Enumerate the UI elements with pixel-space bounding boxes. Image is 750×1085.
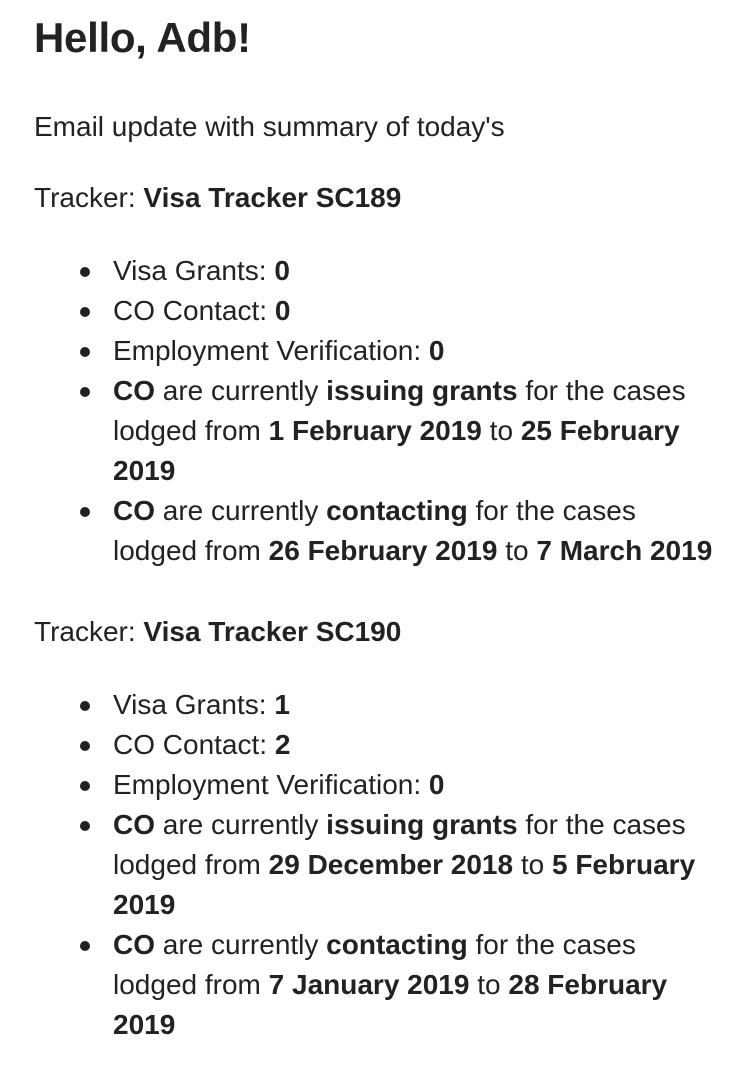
list-item-grants-range — [113, 805, 716, 925]
tracker-stats-list — [34, 685, 716, 1045]
tracker-stats-list — [34, 251, 716, 571]
text-fragment: are currently — [155, 495, 327, 526]
date-to: 5 February 2019 — [113, 849, 696, 920]
co-label: CO — [113, 809, 155, 840]
employment-value: 0 — [428, 769, 445, 800]
list-item-co-contact — [113, 291, 716, 331]
bullet-icon — [80, 741, 90, 751]
date-to: 25 February 2019 — [113, 415, 680, 486]
tracker-section — [34, 615, 716, 1045]
text-fragment: to — [497, 535, 537, 566]
bullet-icon — [80, 307, 90, 317]
visa-grants-label: Visa Grants: — [113, 255, 275, 286]
bullet-icon — [80, 267, 90, 277]
tracker-prefix: Tracker: — [34, 616, 144, 647]
visa-grants-label: Visa Grants: — [113, 689, 275, 720]
date-to: 7 March 2019 — [536, 535, 713, 566]
co-label: CO — [113, 495, 155, 526]
visa-grants-value: 0 — [274, 255, 290, 286]
greeting-heading: Hello, Adb! — [34, 14, 251, 61]
text-fragment: are currently — [155, 929, 327, 960]
text-fragment: to — [513, 849, 552, 880]
tracker-prefix: Tracker: — [34, 182, 144, 213]
list-item-contacting-range — [113, 491, 716, 571]
bullet-icon — [80, 781, 90, 791]
co-contact-value: 2 — [274, 729, 291, 760]
text-fragment: are currently — [155, 375, 327, 406]
employment-label: Employment Verification: — [113, 335, 429, 366]
date-from: 26 February 2019 — [268, 535, 498, 566]
list-item-employment — [113, 331, 716, 371]
bullet-icon — [80, 507, 90, 517]
date-to: 28 February 2019 — [113, 969, 668, 1040]
date-from: 1 February 2019 — [268, 415, 482, 446]
bullet-icon — [80, 941, 90, 951]
tracker-title — [34, 181, 716, 215]
action-label: contacting — [326, 495, 468, 526]
tracker-title — [34, 615, 716, 649]
date-from: 7 January 2019 — [268, 969, 470, 1000]
date-from: 29 December 2018 — [268, 849, 514, 880]
employment-label: Employment Verification: — [113, 769, 429, 800]
tracker-section — [34, 181, 716, 571]
co-label: CO — [113, 375, 155, 406]
co-label: CO — [113, 929, 155, 960]
intro-text: Email update with summary of today's — [34, 111, 505, 142]
bullet-icon — [80, 387, 90, 397]
text-fragment: for the cases lodged from — [113, 809, 686, 880]
employment-value: 0 — [428, 335, 445, 366]
co-contact-label: CO Contact: — [113, 295, 275, 326]
text-fragment: for the cases lodged from — [113, 929, 636, 1000]
text-fragment: to — [469, 969, 509, 1000]
visa-grants-value: 1 — [274, 689, 290, 720]
co-contact-value: 0 — [274, 295, 291, 326]
list-item-contacting-range — [113, 925, 716, 1045]
tracker-name: Visa Tracker SC189 — [143, 182, 402, 213]
bullet-icon — [80, 821, 90, 831]
text-fragment: are currently — [155, 809, 327, 840]
text-fragment: to — [481, 415, 521, 446]
list-item-visa-grants — [113, 251, 716, 291]
list-item-employment — [113, 765, 716, 805]
action-label: contacting — [326, 929, 468, 960]
action-label: issuing grants — [326, 809, 518, 840]
list-item-co-contact — [113, 725, 716, 765]
co-contact-label: CO Contact: — [113, 729, 275, 760]
bullet-icon — [80, 701, 90, 711]
list-item-visa-grants — [113, 685, 716, 725]
bullet-icon — [80, 347, 90, 357]
text-fragment: for the cases lodged from — [113, 495, 636, 566]
text-fragment: for the cases lodged from — [113, 375, 686, 446]
action-label: issuing grants — [326, 375, 518, 406]
tracker-name: Visa Tracker SC190 — [143, 616, 402, 647]
list-item-grants-range — [113, 371, 716, 491]
